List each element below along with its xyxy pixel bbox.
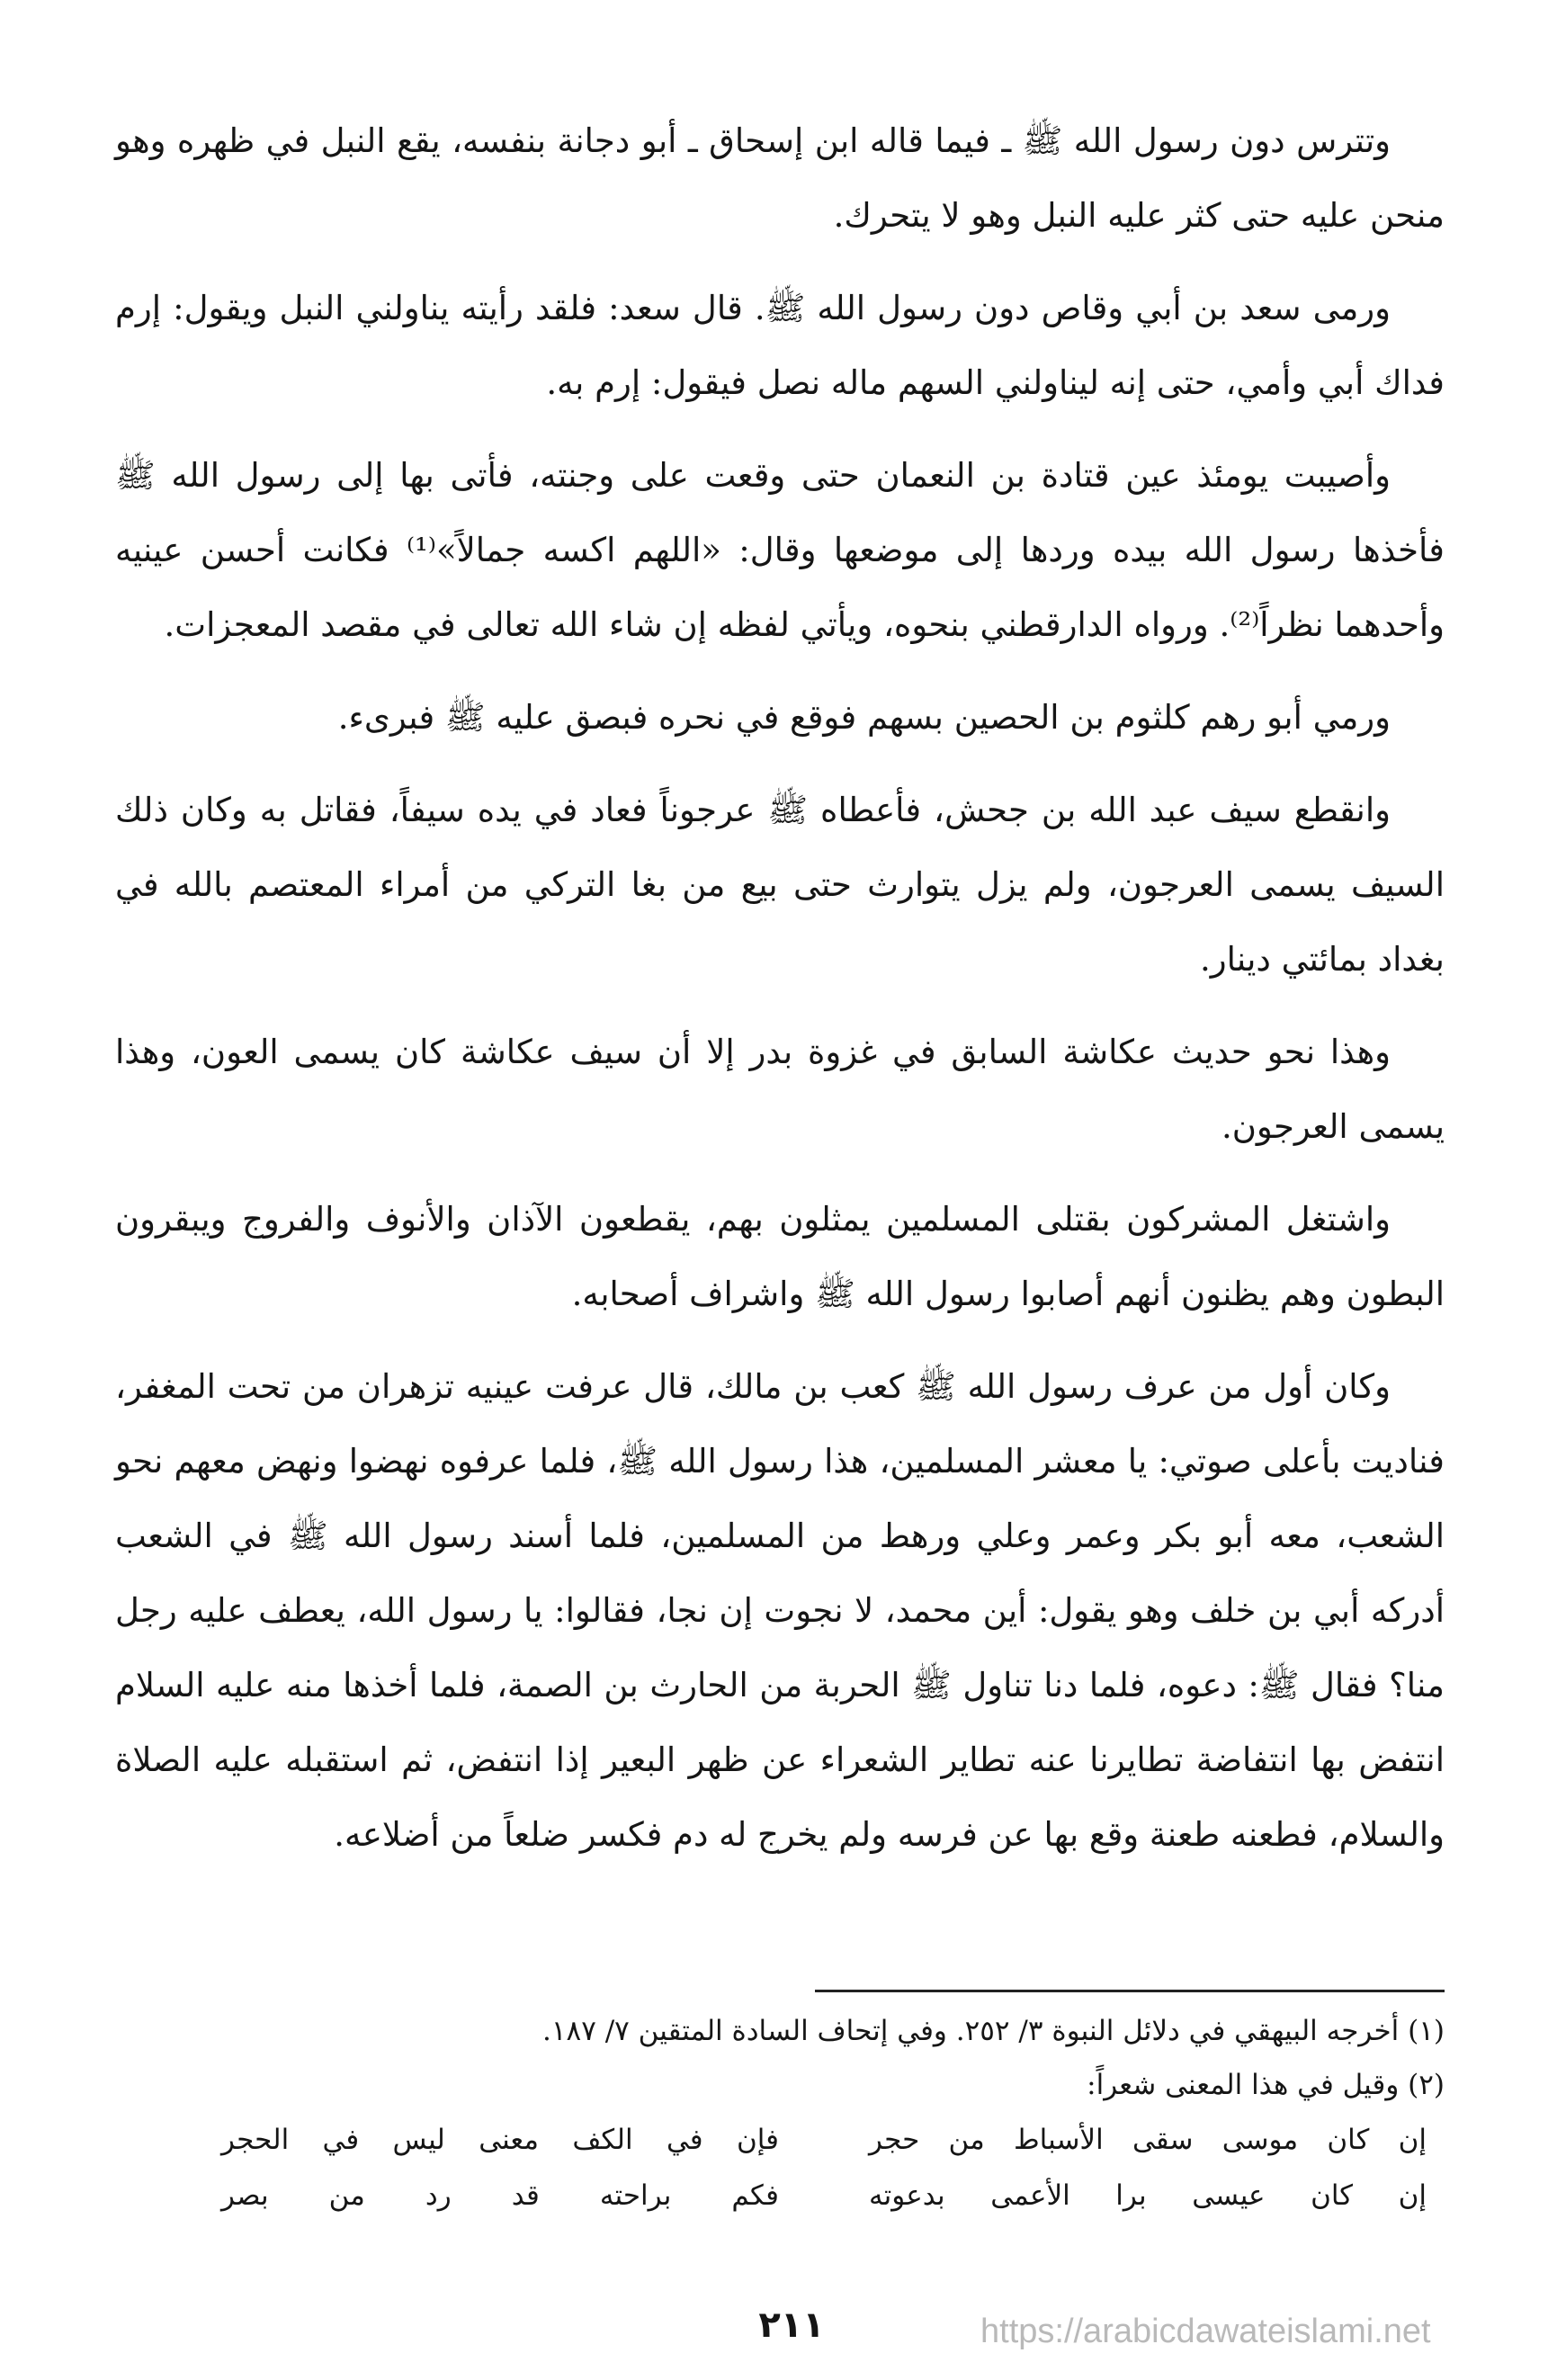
main-text <box>115 103 1445 1890</box>
paragraph-6: وهذا نحو حديث عكاشة السابق في غزوة بدر إلا أن سيف عكاشة كان يسمى العون، وهذا يسمى العرجون. <box>115 1033 1445 1146</box>
footnote-1: (١) أخرجه البيهقي في دلائل النبوة ٣/ ٢٥٢. وفي إتحاف السادة المتقين ٧/ ١٨٧. <box>542 2015 1445 2047</box>
poem-line-2-first-hemistich: إن كان عيسى برا الأعمى بدعوته <box>869 2179 1427 2212</box>
paragraph-1: وتترس دون رسول الله ﷺ ـ فيما قاله ابن إسحاق ـ أبو دجانة بنفسه، يقع النبل في ظهره وهو منحن عليه حتى كثر عليه النبل وهو لا يتحرك. <box>115 121 1445 235</box>
watermark-url: https://arabicdawateislami.net <box>980 2313 1431 2350</box>
paragraph-7: واشتغل المشركون بقتلى المسلمين يمثلون بهم، يقطعون الآذان والأنوف والفروج ويبقرون البطون وهم يظنون أنهم أصابوا رسول الله ﷺ واشراف أصحابه. <box>115 1200 1445 1313</box>
footnote-2: (٢) وقيل في هذا المعنى شعراً: <box>1087 2069 1445 2101</box>
poem-line-2-second-hemistich: فكم براحته قد رد من بصر <box>221 2179 779 2212</box>
poem-line-1 <box>221 2112 1427 2168</box>
poem-line-2 <box>221 2168 1427 2223</box>
paragraph-5: وانقطع سيف عبد الله بن جحش، فأعطاه ﷺ عرجوناً فعاد في يده سيفاً، فقاتل به وكان ذلك السيف يسمى العرجون، ولم يزل يتوارث حتى بيع من بغا التركي من أمراء المعتصم بالله في بغداد بمائتي دينار. <box>115 791 1445 979</box>
paragraph-4: ورمي أبو رهم كلثوم بن الحصين بسهم فوقع في نحره فبصق عليه ﷺ فبرىء. <box>337 698 1391 737</box>
paragraph-2: ورمى سعد بن أبي وقاص دون رسول الله ﷺ. قال سعد: فلقد رأيته يناولني النبل ويقول: إرم فداك أبي وأمي، حتى إنه ليناولني السهم ماله نصل فيقول: إرم به. <box>115 289 1445 402</box>
page-number: ٢١١ <box>758 2304 825 2346</box>
paragraph-3: وأصيبت يومئذ عين قتادة بن النعمان حتى وقعت على وجنته، فأتى بها إلى رسول الله ﷺ فأخذها رسول الله بيده وردها إلى موضعها وقال: «اللهم اكسه جمالاً»⁽¹⁾ فكانت أحسن عينيه وأحدهما نظراً⁽²⁾. ورواه الدارقطني بنحوه، ويأتي لفظه إن شاء الله تعالى في مقصد المعجزات. <box>115 456 1445 644</box>
poem-line-1-first-hemistich: إن كان موسى سقى الأسباط من حجر <box>869 2124 1427 2156</box>
footnote-divider <box>815 1990 1445 1992</box>
footnotes <box>115 2004 1445 2223</box>
poem-line-1-second-hemistich: فإن في الكف معنى ليس في الحجر <box>221 2124 779 2156</box>
footnote-poem <box>221 2112 1427 2223</box>
paragraph-8: وكان أول من عرف رسول الله ﷺ كعب بن مالك، قال عرفت عينيه تزهران من تحت المغفر، فناديت بأعلى صوتي: يا معشر المسلمين، هذا رسول الله ﷺ، فلما عرفوه نهضوا ونهض معهم نحو الشعب، معه أبو بكر وعمر وعلي ورهط من المسلمين، فلما أسند رسول الله ﷺ في الشعب أدركه أبي بن خلف وهو يقول: أين محمد، لا نجوت إن نجا، فقالوا: يا رسول الله، يعطف عليه رجل منا؟ فقال ﷺ: دعوه، فلما دنا تناول ﷺ الحربة من الحارث بن الصمة، فلما أخذها منه عليه السلام انتفض بها انتفاضة تطايرنا عنه تطاير الشعراء عن ظهر البعير إذا انتفض، ثم استقبله عليه الصلاة والسلام، فطعنه طعنة وقع بها عن فرسه ولم يخرج له دم فكسر ضلعاً من أضلاعه. <box>115 1367 1445 1854</box>
